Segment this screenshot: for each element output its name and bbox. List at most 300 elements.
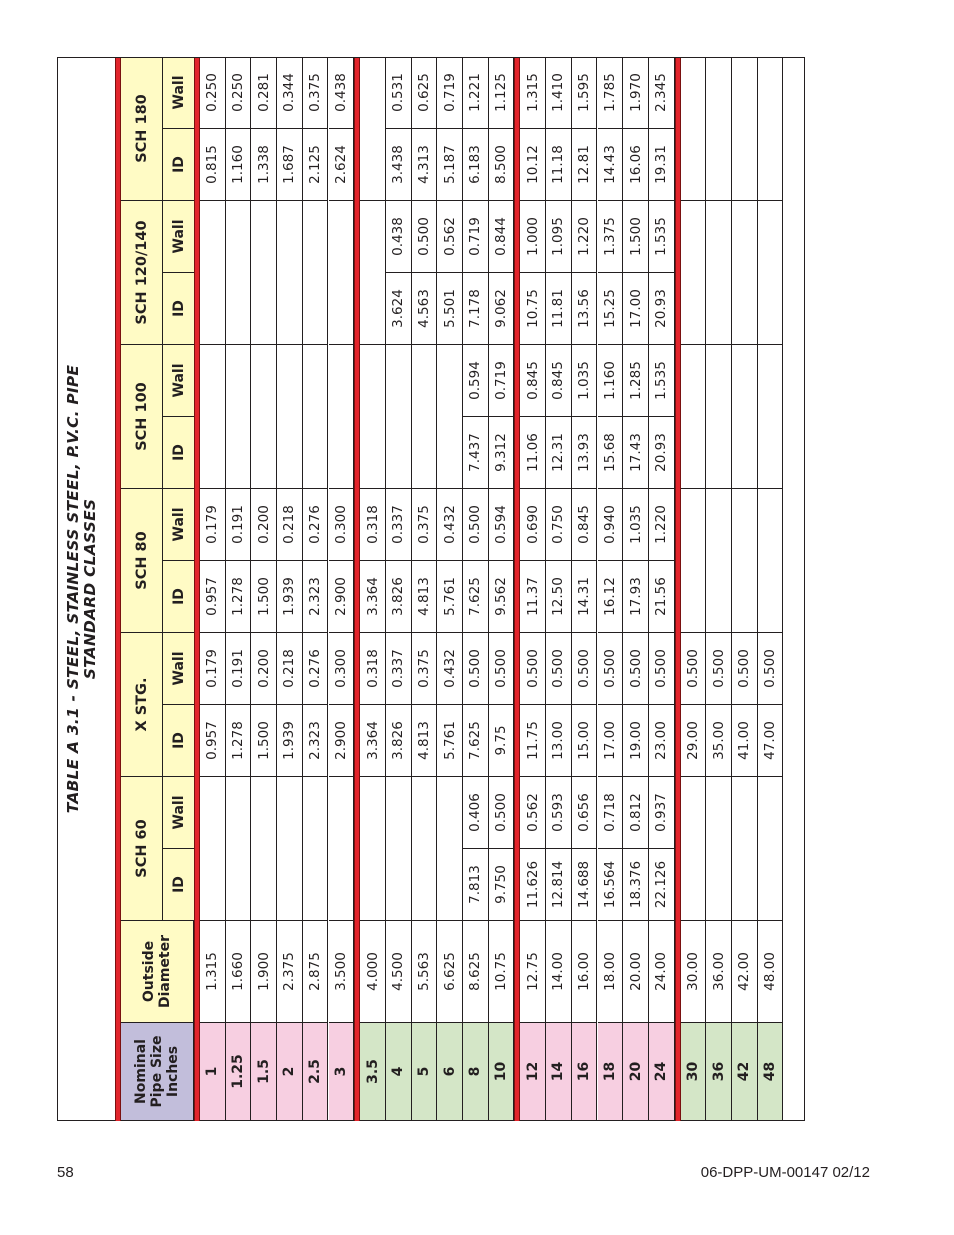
table-cell bbox=[360, 273, 385, 345]
table-cell: 3.826 bbox=[386, 561, 411, 633]
table-cell bbox=[386, 777, 411, 849]
table-cell bbox=[706, 417, 731, 489]
table-row bbox=[572, 57, 598, 1121]
nominal-size-cell: 24 bbox=[649, 1023, 674, 1121]
table-cell: 19.31 bbox=[649, 129, 674, 201]
table-cell: 1.285 bbox=[623, 345, 648, 417]
table-cell bbox=[706, 129, 731, 201]
nominal-size-cell: 14 bbox=[546, 1023, 571, 1121]
table-cell bbox=[303, 849, 328, 921]
table-cell bbox=[758, 201, 783, 273]
table-cell bbox=[360, 201, 385, 273]
table-cell: 1.125 bbox=[489, 57, 514, 129]
nominal-size-cell: 48 bbox=[758, 1023, 783, 1121]
table-cell: 42.00 bbox=[732, 921, 757, 1023]
table-cell: 0.594 bbox=[489, 489, 514, 561]
table-cell bbox=[200, 273, 225, 345]
rotated-table-container bbox=[57, 57, 805, 1121]
table-cell: 0.200 bbox=[251, 489, 276, 561]
table-cell: 0.500 bbox=[489, 633, 514, 705]
table-cell bbox=[732, 849, 757, 921]
table-cell bbox=[329, 273, 354, 345]
table-cell: 0.845 bbox=[520, 345, 545, 417]
table-cell bbox=[360, 57, 385, 129]
table-cell bbox=[251, 273, 276, 345]
header-id: ID bbox=[163, 561, 194, 633]
table-cell: 3.624 bbox=[386, 273, 411, 345]
table-cell: 2.624 bbox=[329, 129, 354, 201]
table-cell bbox=[226, 273, 251, 345]
header-outside-diameter: Outside Diameter bbox=[121, 921, 193, 1023]
table-cell: 1.660 bbox=[226, 921, 251, 1023]
table-cell: 0.191 bbox=[226, 633, 251, 705]
table-cell: 6.183 bbox=[463, 129, 488, 201]
table-cell: 0.562 bbox=[437, 201, 462, 273]
table-cell: 24.00 bbox=[649, 921, 674, 1023]
table-cell: 10.75 bbox=[489, 921, 514, 1023]
table-cell bbox=[732, 777, 757, 849]
nominal-size-cell: 10 bbox=[489, 1023, 514, 1121]
table-row bbox=[489, 57, 515, 1121]
table-cell: 17.00 bbox=[598, 705, 623, 777]
table-cell: 2.900 bbox=[329, 561, 354, 633]
table-cell: 16.564 bbox=[598, 849, 623, 921]
table-row bbox=[546, 57, 572, 1121]
table-cell bbox=[360, 129, 385, 201]
table-cell: 14.43 bbox=[598, 129, 623, 201]
table-cell bbox=[329, 201, 354, 273]
table-cell: 18.00 bbox=[598, 921, 623, 1023]
table-cell: 0.250 bbox=[226, 57, 251, 129]
table-cell bbox=[437, 345, 462, 417]
table-cell: 20.93 bbox=[649, 417, 674, 489]
table-cell: 17.00 bbox=[623, 273, 648, 345]
table-row bbox=[758, 57, 784, 1121]
table-cell: 0.500 bbox=[463, 633, 488, 705]
table-cell: 0.337 bbox=[386, 489, 411, 561]
table-cell: 0.218 bbox=[277, 489, 302, 561]
table-cell: 3.826 bbox=[386, 705, 411, 777]
table-cell bbox=[758, 345, 783, 417]
table-cell: 0.432 bbox=[437, 633, 462, 705]
header-group-4: SCH 120/140 bbox=[121, 201, 163, 345]
table-cell bbox=[329, 849, 354, 921]
table-row bbox=[251, 57, 277, 1121]
table-cell: 14.00 bbox=[546, 921, 571, 1023]
header-nominal-size: Nominal Pipe Size Inches bbox=[121, 1023, 193, 1121]
table-cell: 1.221 bbox=[463, 57, 488, 129]
table-cell bbox=[386, 849, 411, 921]
table-cell: 1.595 bbox=[572, 57, 597, 129]
table-cell: 0.500 bbox=[412, 201, 437, 273]
header-id: ID bbox=[163, 849, 194, 921]
header-group-1: X STG. bbox=[121, 633, 163, 777]
table-cell: 2.125 bbox=[303, 129, 328, 201]
table-cell: 0.438 bbox=[329, 57, 354, 129]
table-cell bbox=[251, 849, 276, 921]
table-row bbox=[520, 57, 546, 1121]
table-row bbox=[226, 57, 252, 1121]
table-row bbox=[623, 57, 649, 1121]
table-cell bbox=[360, 345, 385, 417]
table-cell bbox=[277, 273, 302, 345]
table-cell: 12.75 bbox=[520, 921, 545, 1023]
table-cell bbox=[732, 561, 757, 633]
table-cell: 0.250 bbox=[200, 57, 225, 129]
table-cell: 1.375 bbox=[598, 201, 623, 273]
table-cell bbox=[732, 273, 757, 345]
table-cell: 0.500 bbox=[546, 633, 571, 705]
table-cell bbox=[303, 417, 328, 489]
table-cell: 1.939 bbox=[277, 705, 302, 777]
table-cell bbox=[277, 849, 302, 921]
table-cell: 4.813 bbox=[412, 561, 437, 633]
table-cell: 1.278 bbox=[226, 705, 251, 777]
table-cell: 11.06 bbox=[520, 417, 545, 489]
table-cell bbox=[706, 849, 731, 921]
table-cell bbox=[732, 345, 757, 417]
header-group-5: SCH 180 bbox=[121, 57, 163, 201]
table-cell bbox=[681, 777, 706, 849]
table-cell: 0.957 bbox=[200, 705, 225, 777]
nominal-size-cell: 4 bbox=[386, 1023, 411, 1121]
table-cell: 0.812 bbox=[623, 777, 648, 849]
table-cell: 0.300 bbox=[329, 489, 354, 561]
table-cell bbox=[706, 777, 731, 849]
table-cell bbox=[226, 345, 251, 417]
nominal-size-cell: 18 bbox=[598, 1023, 623, 1121]
table-cell: 0.318 bbox=[360, 489, 385, 561]
table-cell: 5.501 bbox=[437, 273, 462, 345]
table-row bbox=[329, 57, 355, 1121]
nominal-size-cell: 3 bbox=[329, 1023, 354, 1121]
table-cell bbox=[732, 129, 757, 201]
header-wall: Wall bbox=[163, 633, 194, 705]
header-id: ID bbox=[163, 417, 194, 489]
table-cell: 0.179 bbox=[200, 489, 225, 561]
table-cell bbox=[360, 849, 385, 921]
nominal-size-cell: 3.5 bbox=[360, 1023, 385, 1121]
table-row bbox=[303, 57, 329, 1121]
table-cell bbox=[303, 777, 328, 849]
pipe-table bbox=[115, 57, 805, 1121]
nominal-size-cell: 1.5 bbox=[251, 1023, 276, 1121]
table-cell: 30.00 bbox=[681, 921, 706, 1023]
table-cell: 0.344 bbox=[277, 57, 302, 129]
table-cell: 19.00 bbox=[623, 705, 648, 777]
table-cell bbox=[386, 345, 411, 417]
table-cell: 0.500 bbox=[758, 633, 783, 705]
table-row bbox=[732, 57, 758, 1121]
table-cell bbox=[200, 345, 225, 417]
table-cell: 41.00 bbox=[732, 705, 757, 777]
table-cell: 1.278 bbox=[226, 561, 251, 633]
header-wall: Wall bbox=[163, 489, 194, 561]
table-cell: 1.035 bbox=[572, 345, 597, 417]
table-row bbox=[681, 57, 707, 1121]
document-code: 06-DPP-UM-00147 02/12 bbox=[700, 1164, 870, 1181]
table-cell: 9.75 bbox=[489, 705, 514, 777]
table-cell bbox=[251, 201, 276, 273]
table-cell bbox=[706, 489, 731, 561]
table-cell: 0.276 bbox=[303, 633, 328, 705]
table-cell bbox=[200, 201, 225, 273]
table-cell: 13.93 bbox=[572, 417, 597, 489]
table-cell: 0.500 bbox=[520, 633, 545, 705]
table-cell bbox=[360, 777, 385, 849]
table-cell: 16.00 bbox=[572, 921, 597, 1023]
table-cell: 20.00 bbox=[623, 921, 648, 1023]
table-cell: 1.500 bbox=[251, 561, 276, 633]
table-cell bbox=[681, 489, 706, 561]
nominal-size-cell: 5 bbox=[412, 1023, 437, 1121]
table-cell bbox=[758, 489, 783, 561]
table-cell bbox=[303, 273, 328, 345]
nominal-size-cell: 1 bbox=[200, 1023, 225, 1121]
table-cell bbox=[277, 201, 302, 273]
table-row bbox=[463, 57, 489, 1121]
table-cell: 1.315 bbox=[520, 57, 545, 129]
table-cell: 7.813 bbox=[463, 849, 488, 921]
table-cell bbox=[200, 849, 225, 921]
table-cell bbox=[758, 849, 783, 921]
table-cell: 1.410 bbox=[546, 57, 571, 129]
table-cell: 11.18 bbox=[546, 129, 571, 201]
table-cell bbox=[758, 273, 783, 345]
table-cell: 6.625 bbox=[437, 921, 462, 1023]
table-cell: 2.875 bbox=[303, 921, 328, 1023]
table-row bbox=[598, 57, 624, 1121]
table-cell bbox=[706, 57, 731, 129]
table-row bbox=[386, 57, 412, 1121]
table-cell bbox=[251, 345, 276, 417]
table-cell: 12.81 bbox=[572, 129, 597, 201]
table-cell bbox=[706, 561, 731, 633]
table-cell bbox=[200, 777, 225, 849]
table-cell: 0.845 bbox=[546, 345, 571, 417]
table-cell: 0.940 bbox=[598, 489, 623, 561]
table-cell bbox=[681, 57, 706, 129]
table-cell bbox=[360, 417, 385, 489]
table-cell: 11.75 bbox=[520, 705, 545, 777]
table-cell bbox=[758, 561, 783, 633]
nominal-size-cell: 30 bbox=[681, 1023, 706, 1121]
table-cell bbox=[412, 849, 437, 921]
table-cell bbox=[732, 417, 757, 489]
nominal-size-cell: 20 bbox=[623, 1023, 648, 1121]
table-cell: 0.218 bbox=[277, 633, 302, 705]
table-cell bbox=[412, 345, 437, 417]
table-cell bbox=[706, 201, 731, 273]
table-cell: 16.06 bbox=[623, 129, 648, 201]
table-cell: 1.535 bbox=[649, 201, 674, 273]
nominal-size-cell: 2 bbox=[277, 1023, 302, 1121]
table-cell bbox=[681, 201, 706, 273]
page-number: 58 bbox=[57, 1164, 74, 1181]
nominal-size-cell: 8 bbox=[463, 1023, 488, 1121]
table-cell: 3.364 bbox=[360, 561, 385, 633]
table-cell: 5.761 bbox=[437, 705, 462, 777]
table-title bbox=[57, 57, 115, 1121]
table-cell bbox=[303, 201, 328, 273]
nominal-size-cell: 42 bbox=[732, 1023, 757, 1121]
table-cell bbox=[758, 129, 783, 201]
table-cell: 10.12 bbox=[520, 129, 545, 201]
table-cell: 7.625 bbox=[463, 561, 488, 633]
table-cell: 0.594 bbox=[463, 345, 488, 417]
header-group-2: SCH 80 bbox=[121, 489, 163, 633]
nominal-size-cell: 12 bbox=[520, 1023, 545, 1121]
header-wall: Wall bbox=[163, 345, 194, 417]
table-cell: 12.814 bbox=[546, 849, 571, 921]
table-cell: 15.68 bbox=[598, 417, 623, 489]
table-cell bbox=[277, 777, 302, 849]
table-cell: 0.690 bbox=[520, 489, 545, 561]
table-cell: 14.31 bbox=[572, 561, 597, 633]
table-right-border bbox=[115, 57, 783, 58]
table-cell: 0.719 bbox=[489, 345, 514, 417]
table-cell bbox=[681, 417, 706, 489]
table-cell: 0.593 bbox=[546, 777, 571, 849]
table-cell: 1.900 bbox=[251, 921, 276, 1023]
table-cell: 1.500 bbox=[623, 201, 648, 273]
header-wall: Wall bbox=[163, 201, 194, 273]
table-cell bbox=[681, 561, 706, 633]
table-cell: 9.062 bbox=[489, 273, 514, 345]
table-cell: 0.318 bbox=[360, 633, 385, 705]
table-row bbox=[277, 57, 303, 1121]
table-cell bbox=[329, 777, 354, 849]
table-cell bbox=[251, 777, 276, 849]
table-cell: 3.364 bbox=[360, 705, 385, 777]
table-cell: 0.337 bbox=[386, 633, 411, 705]
table-cell: 0.750 bbox=[546, 489, 571, 561]
table-cell: 1.160 bbox=[598, 345, 623, 417]
table-cell bbox=[412, 417, 437, 489]
header-row bbox=[121, 57, 194, 1121]
table-cell: 0.937 bbox=[649, 777, 674, 849]
nominal-size-cell: 1.25 bbox=[226, 1023, 251, 1121]
table-cell bbox=[732, 489, 757, 561]
table-row bbox=[706, 57, 732, 1121]
table-cell bbox=[226, 849, 251, 921]
table-cell bbox=[681, 129, 706, 201]
table-row bbox=[360, 57, 386, 1121]
table-cell: 0.500 bbox=[623, 633, 648, 705]
table-cell: 15.25 bbox=[598, 273, 623, 345]
table-cell: 1.000 bbox=[520, 201, 545, 273]
table-cell: 17.43 bbox=[623, 417, 648, 489]
table-cell: 15.00 bbox=[572, 705, 597, 777]
table-cell: 22.126 bbox=[649, 849, 674, 921]
table-cell bbox=[226, 417, 251, 489]
table-cell: 0.375 bbox=[303, 57, 328, 129]
table-cell: 0.845 bbox=[572, 489, 597, 561]
table-cell: 0.200 bbox=[251, 633, 276, 705]
table-cell: 36.00 bbox=[706, 921, 731, 1023]
table-cell: 7.437 bbox=[463, 417, 488, 489]
table-cell: 0.500 bbox=[681, 633, 706, 705]
table-cell: 9.312 bbox=[489, 417, 514, 489]
table-cell: 35.00 bbox=[706, 705, 731, 777]
table-cell: 9.750 bbox=[489, 849, 514, 921]
table-cell bbox=[732, 57, 757, 129]
table-cell: 1.785 bbox=[598, 57, 623, 129]
header-id: ID bbox=[163, 273, 194, 345]
table-cell: 0.375 bbox=[412, 633, 437, 705]
table-cell: 0.815 bbox=[200, 129, 225, 201]
table-cell: 9.562 bbox=[489, 561, 514, 633]
table-row bbox=[649, 57, 675, 1121]
title-line-1: TABLE A 3.1 - STEEL, STAINLESS STEEL, P.V.C. PIPE bbox=[64, 364, 82, 814]
table-cell bbox=[329, 417, 354, 489]
table-cell: 21.56 bbox=[649, 561, 674, 633]
table-cell: 4.813 bbox=[412, 705, 437, 777]
table-cell: 11.37 bbox=[520, 561, 545, 633]
table-cell: 0.500 bbox=[489, 777, 514, 849]
table-cell: 12.31 bbox=[546, 417, 571, 489]
table-cell: 0.957 bbox=[200, 561, 225, 633]
table-cell bbox=[329, 345, 354, 417]
header-wall: Wall bbox=[163, 57, 194, 129]
table-cell bbox=[706, 345, 731, 417]
table-cell: 3.438 bbox=[386, 129, 411, 201]
table-cell: 4.563 bbox=[412, 273, 437, 345]
table-cell bbox=[386, 417, 411, 489]
table-cell: 18.376 bbox=[623, 849, 648, 921]
table-cell: 5.761 bbox=[437, 561, 462, 633]
table-cell: 5.187 bbox=[437, 129, 462, 201]
table-cell: 0.719 bbox=[463, 201, 488, 273]
table-cell: 1.939 bbox=[277, 561, 302, 633]
table-cell: 1.095 bbox=[546, 201, 571, 273]
table-cell: 2.900 bbox=[329, 705, 354, 777]
table-cell bbox=[732, 201, 757, 273]
table-cell: 0.500 bbox=[732, 633, 757, 705]
table-cell: 48.00 bbox=[758, 921, 783, 1023]
table-cell: 5.563 bbox=[412, 921, 437, 1023]
table-cell: 0.281 bbox=[251, 57, 276, 129]
header-id: ID bbox=[163, 705, 194, 777]
table-cell: 47.00 bbox=[758, 705, 783, 777]
table-row bbox=[412, 57, 438, 1121]
table-cell: 1.160 bbox=[226, 129, 251, 201]
table-cell: 7.625 bbox=[463, 705, 488, 777]
table-cell: 0.276 bbox=[303, 489, 328, 561]
table-cell: 3.500 bbox=[329, 921, 354, 1023]
table-cell bbox=[706, 273, 731, 345]
table-cell bbox=[681, 345, 706, 417]
table-cell: 12.50 bbox=[546, 561, 571, 633]
table-cell: 11.626 bbox=[520, 849, 545, 921]
table-cell: 1.687 bbox=[277, 129, 302, 201]
table-cell bbox=[277, 345, 302, 417]
table-cell bbox=[303, 345, 328, 417]
table-cell: 0.300 bbox=[329, 633, 354, 705]
table-cell bbox=[758, 777, 783, 849]
table-cell: 10.75 bbox=[520, 273, 545, 345]
table-cell bbox=[412, 777, 437, 849]
table-cell: 0.500 bbox=[649, 633, 674, 705]
table-cell bbox=[226, 201, 251, 273]
table-cell: 1.338 bbox=[251, 129, 276, 201]
table-cell: 17.93 bbox=[623, 561, 648, 633]
table-cell: 0.656 bbox=[572, 777, 597, 849]
table-cell: 0.191 bbox=[226, 489, 251, 561]
table-cell: 1.035 bbox=[623, 489, 648, 561]
table-cell: 1.500 bbox=[251, 705, 276, 777]
table-cell: 0.500 bbox=[463, 489, 488, 561]
